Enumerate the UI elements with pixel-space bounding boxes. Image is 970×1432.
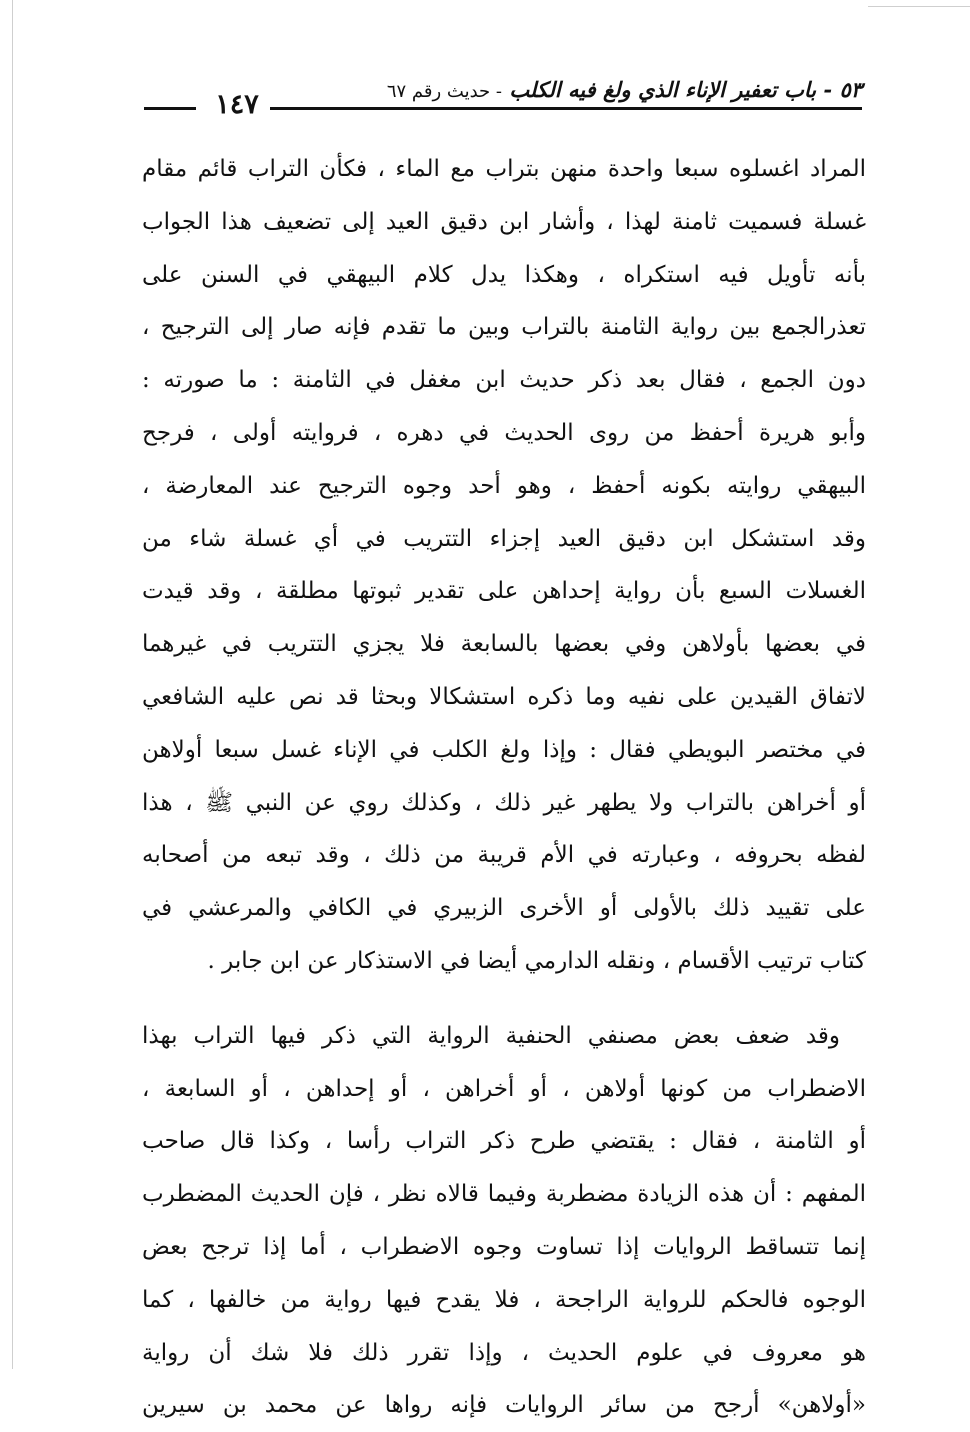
text-line: دون الجمع ، فقال بعد ذكر حديث ابن مغفل في الثامنة : ما صورته : [142, 367, 866, 394]
text-line: أو أخراهن بالتراب ولا يطهر غير ذلك ، وكذلك روي عن النبي ﷺ ، هذا [142, 789, 866, 816]
text-line: غسلة فسميت ثامنة لهذا ، وأشار ابن دقيق العيد إلى تضعيف هذا الجواب [142, 208, 866, 235]
page-header [140, 72, 862, 122]
text-line: تعذرالجمع بين رواية الثامنة بالتراب وبين ما تقدم فإنه صار إلى الترجيح ، [142, 314, 866, 341]
text-line: «أولاهن» أرجح من سائر الروايات فإنه رواها عن محمد بن سيرين [142, 1392, 866, 1419]
chapter-title: ٥٣ - باب تعفير الإناء الذي ولغ فيه الكلب [509, 77, 862, 102]
header-rule-left [144, 107, 196, 110]
scan-edge-left [12, 0, 13, 1369]
text-line: الاضطراب من كونها أولاهن ، أو أخراهن ، أو إحداهن ، أو السابعة ، [142, 1075, 866, 1102]
paragraph-1 [142, 143, 866, 988]
text-line: وأبو هريرة أحفظ من روى الحديث في دهره ، فروايته أولى ، فرجح [142, 419, 866, 446]
text-line: على تقييد ذلك بالأولى أو الأخرى الزبيري في الكافي والمرعشي في [142, 895, 866, 922]
text-line: في مختصر البويطي فقال : وإذا ولغ الكلب في الإناء غسل سبعا أولاهن [142, 736, 866, 763]
text-line: المراد اغسلوه سبعا واحدة منهن بتراب مع الماء ، فكأن التراب قائم مقام [142, 156, 866, 182]
text-line: بأنه تأويل فيه استكراه ، وهكذا يدل كلام البيهقي في السنن على [142, 261, 866, 288]
text-line: كتاب ترتيب الأقسام ، ونقله الدارمي أيضا في الاستذكار عن ابن جابر . [207, 947, 866, 974]
text-line: هو معروف في علوم الحديث ، وإذا تقرر ذلك فلا شك أن رواية [142, 1339, 866, 1366]
scan-edge-top [868, 6, 970, 7]
body-text [142, 143, 866, 1432]
hadith-reference: - حديث رقم ٦٧ [386, 81, 502, 102]
text-line: لاتفاق القيدين على نفيه وما ذكره استشكالا وبحثا قد نص عليه الشافعي [142, 683, 866, 710]
paragraph-gap [142, 988, 866, 1010]
text-line: الغسلات السبع بأن رواية إحداهن على تقدير ثبوتها مطلقة ، وقد قيدت [142, 578, 866, 605]
text-line: لفظه بحروفه ، وعبارته في الأم قريبة من ذلك ، وقد تبعه من أصحابه [142, 842, 866, 869]
page-number: ١٤٧ [215, 89, 259, 120]
running-title [330, 76, 862, 106]
text-line: وقد استشكل ابن دقيق العيد إجزاء التتريب في أي غسلة شاء من [142, 525, 866, 552]
text-line: إنما تتساقط الروايات إذا تساوت وجوه الاضطراب ، أما إذا ترجح بعض [142, 1233, 866, 1260]
text-line: وقد ضعف بعض مصنفي الحنفية الرواية التي ذكر فيها التراب بهذا [142, 1022, 840, 1049]
header-rule-main [270, 107, 862, 110]
text-line: الوجوه فالحكم للرواية الراجحة ، فلا يقدح فيها رواية من خالفها ، كما [142, 1286, 866, 1313]
text-line: المفهم : أن هذه الزيادة مضطربة وفيما قالاه نظر ، فإن الحديث المضطرب [142, 1181, 866, 1208]
text-line: في بعضها بأولاهن وفي بعضها بالسابعة فلا يجزي التتريب في غيرهما [142, 631, 866, 658]
text-line: أو الثامنة ، فقال : يقتضي طرح ذكر التراب رأسا ، وكذا قال صاحب [142, 1128, 866, 1155]
text-line: البيهقي روايته بكونه أحفظ ، وهو أحد وجوه الترجيح عند المعارضة ، [142, 472, 866, 499]
